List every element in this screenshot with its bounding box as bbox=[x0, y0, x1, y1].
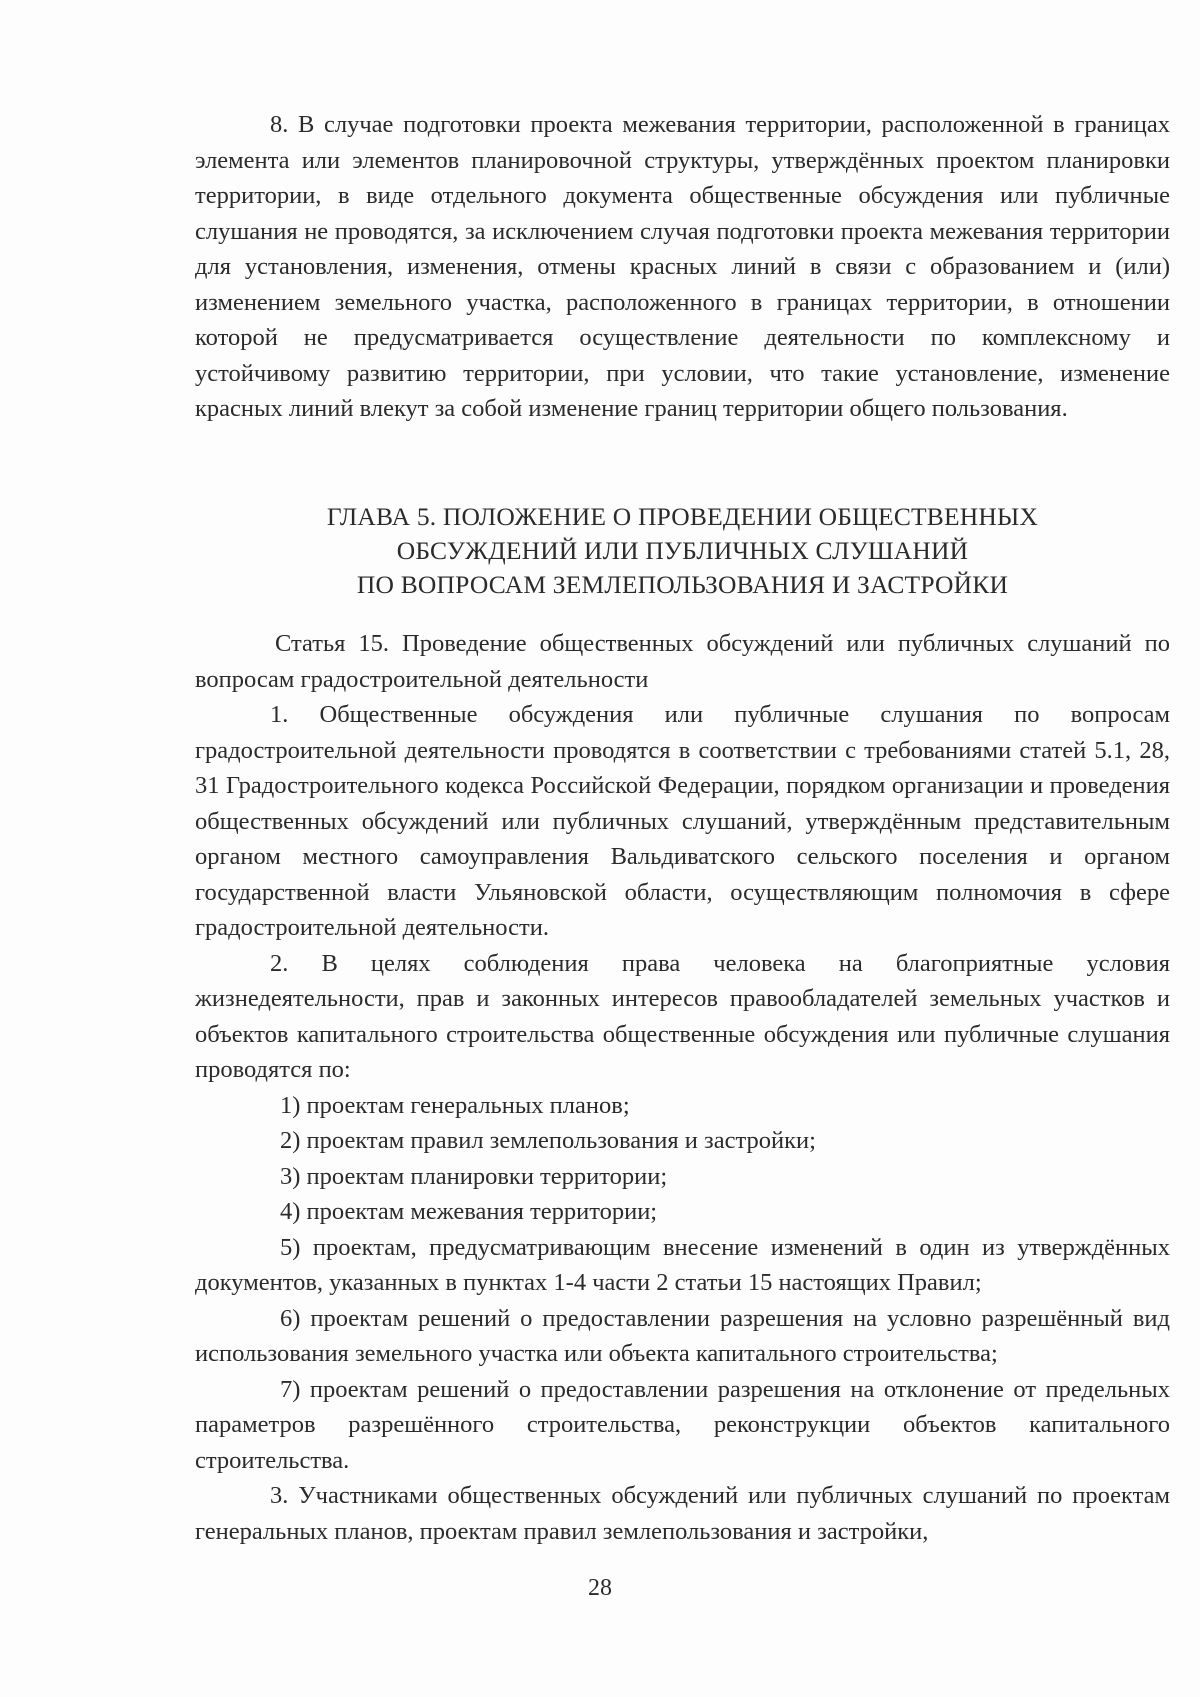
list-item: 1) проектам генеральных планов; bbox=[280, 1091, 630, 1119]
list-item: 6) проектам решений о предоставлении разрешения на условно разрешённый вид использования земельного участка или объекта капитального строительства; bbox=[195, 1304, 1170, 1367]
list-item: 4) проектам межевания территории; bbox=[280, 1198, 658, 1225]
paragraph-8 bbox=[195, 107, 1170, 427]
list-item: 7) проектам решений о предоставлении разрешения на отклонение от предельных параметров разрешённого строительства, реконструкции объектов капитального строительства. bbox=[195, 1375, 1170, 1474]
article-title: Статья 15. Проведение общественных обсуждений или публичных слушаний по вопросам градостроительной деятельности bbox=[195, 630, 1170, 693]
article-15 bbox=[195, 626, 1170, 1549]
list-item: 2) проектам правил землепользования и застройки; bbox=[280, 1127, 816, 1154]
article-item-1: 1. Общественные обсуждения или публичные слушания по вопросам градостроительной деятельности проводятся в соответствии с требованиями статей 5.1, 28, 31 Градостроительного кодекса Российской Федерации, порядком организации и проведения общественных обсуждений или публичных слушаний, утверждённым представительным органом местного самоуправления Вальдиватского сельского поселения и органом государственной власти Ульяновской области, осуществляющим полномочия в сфере градостроительной деятельности. bbox=[195, 701, 1170, 941]
list-item: 3) проектам планировки территории; bbox=[280, 1162, 668, 1190]
chapter-heading-line-3: ПО ВОПРОСАМ ЗЕМЛЕПОЛЬЗОВАНИЯ И ЗАСТРОЙКИ bbox=[356, 570, 1009, 599]
chapter-heading bbox=[195, 500, 1170, 602]
chapter-heading-line-1: ГЛАВА 5. ПОЛОЖЕНИЕ О ПРОВЕДЕНИИ ОБЩЕСТВЕННЫХ bbox=[326, 502, 1039, 531]
list-item: 5) проектам, предусматривающим внесение изменений в один из утверждённых документов, указанных в пунктах 1-4 части 2 статьи 15 настоящих Правил; bbox=[195, 1233, 1170, 1296]
article-item-2: 2. В целях соблюдения права человека на благоприятные условия жизнедеятельности, прав и законных интересов правообладателей земельных участков и объектов капитального строительства общественные обсуждения или публичные слушания проводятся по: bbox=[195, 949, 1170, 1083]
article-item-3: 3. Участниками общественных обсуждений или публичных слушаний по проектам генеральных планов, проектам правил землепользования и застройки, bbox=[195, 1482, 1170, 1545]
page-number: 28 bbox=[588, 1575, 612, 1601]
paragraph-8-text: 8. В случае подготовки проекта межевания территории, расположенной в границах элемента или элементов планировочной структуры, утверждённых проектом планировки территории, в виде отдельного документа общественные обсуждения или публичные слушания не проводятся, за исключением случая подготовки проекта межевания территории для установления, изменения, отмены красных линий в связи с образованием и (или) изменением земельного участка, расположенного в границах территории, в отношении которой не предусматривается осуществление деятельности по комплексному и устойчивому развитию территории, при условии, что такие установление, изменение красных линий влекут за собой изменение границ территории общего пользования. bbox=[195, 111, 1170, 422]
chapter-heading-line-2: ОБСУЖДЕНИЙ ИЛИ ПУБЛИЧНЫХ СЛУШАНИЙ bbox=[396, 536, 969, 565]
